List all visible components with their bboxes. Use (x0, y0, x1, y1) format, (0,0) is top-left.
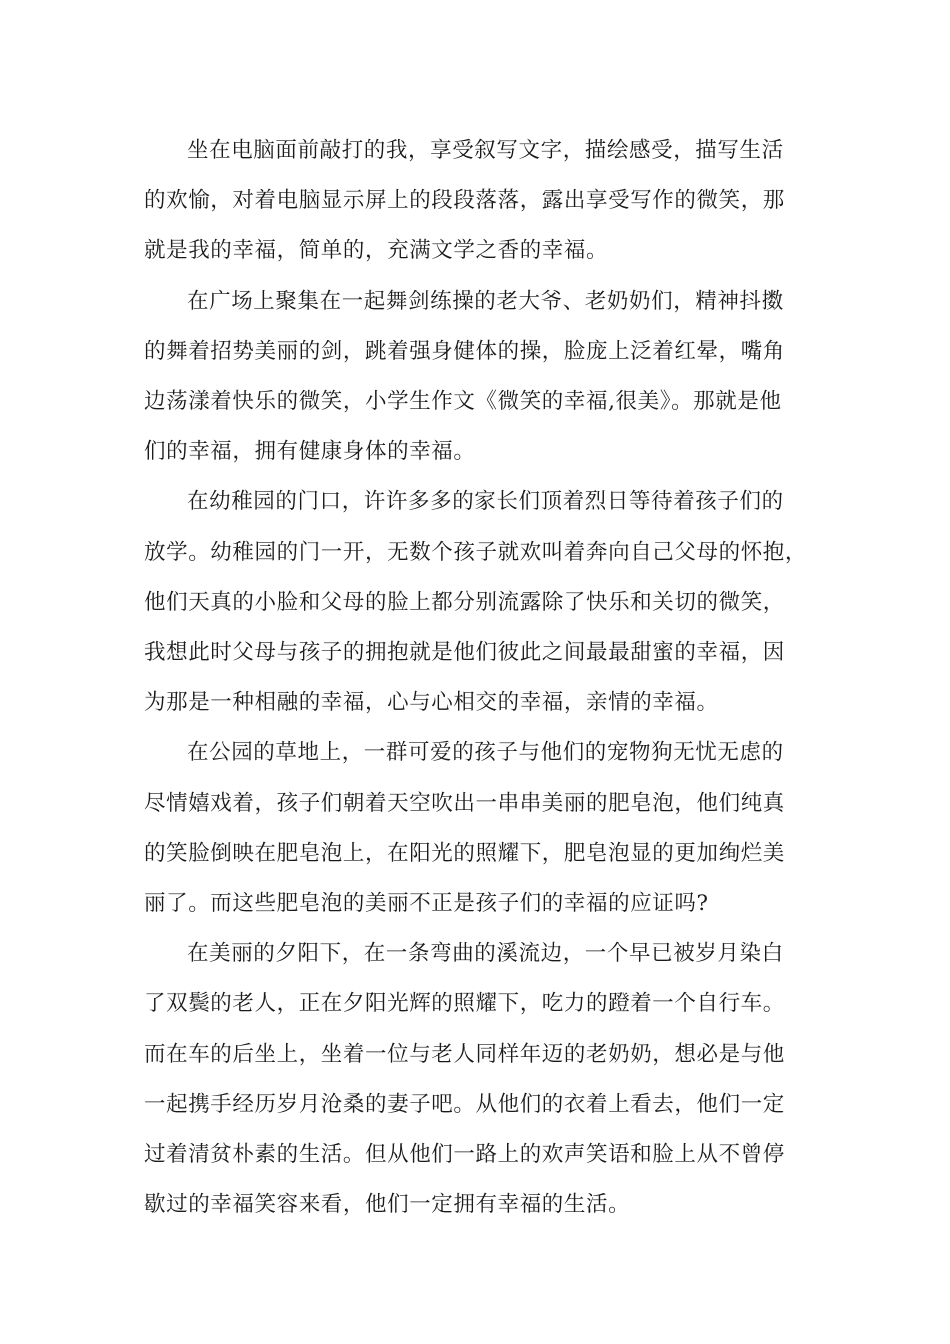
paragraph-4 (144, 728, 820, 929)
text-line: 而在车的后坐上，坐着一位与老人同样年迈的老奶奶，想必是与他 (144, 1041, 785, 1067)
text-line: 他们天真的小脸和父母的脸上都分别流露除了快乐和关切的微笑， (144, 589, 785, 615)
text-line: 坐在电脑面前敲打的我，享受叙写文字，描绘感受，描写生活 (187, 138, 784, 163)
text-line: 的舞着招势美丽的剑，跳着强身健体的操，脸庞上泛着红晕，嘴角 (144, 338, 785, 364)
text-line: 在广场上聚集在一起舞剑练操的老大爷、老奶奶们，精神抖擞 (187, 288, 784, 314)
document-body (144, 126, 820, 1230)
text-line: 一起携手经历岁月沧桑的妻子吧。从他们的衣着上看去，他们一定 (144, 1091, 785, 1117)
text-line: 在公园的草地上，一群可爱的孩子与他们的宠物狗无忧无虑的 (187, 740, 784, 766)
text-line: 放学。幼稚园的门一开，无数个孩子就欢叫着奔向自己父母的怀抱， (144, 539, 808, 565)
paragraph-5 (144, 929, 820, 1230)
text-line: 在美丽的夕阳下，在一条弯曲的溪流边，一个早已被岁月染白 (187, 941, 784, 967)
text-line: 我想此时父母与孩子的拥抱就是他们彼此之间最最甜蜜的幸福，因 (144, 640, 785, 666)
text-line: 在幼稚园的门口，许许多多的家长们顶着烈日等待着孩子们的 (187, 489, 784, 515)
text-line: 丽了。而这些肥皂泡的美丽不正是孩子们的幸福的应证吗? (144, 891, 709, 917)
text-line: 边荡漾着快乐的微笑，小学生作文《微笑的幸福,很美》。那就是他 (144, 389, 782, 415)
text-line: 尽情嬉戏着，孩子们朝着天空吹出一串串美丽的肥皂泡，他们纯真 (144, 790, 785, 816)
text-line: 歇过的幸福笑容来看，他们一定拥有幸福的生活。 (144, 1192, 631, 1218)
text-line: 的笑脸倒映在肥皂泡上，在阳光的照耀下，肥皂泡显的更加绚烂美 (144, 840, 785, 866)
text-line: 们的幸福，拥有健康身体的幸福。 (144, 439, 476, 465)
text-line: 了双鬓的老人，正在夕阳光辉的照耀下，吃力的蹬着一个自行车。 (144, 991, 785, 1017)
text-line: 就是我的幸福，简单的，充满文学之香的幸福。 (144, 238, 609, 264)
text-line: 为那是一种相融的幸福，心与心相交的幸福，亲情的幸福。 (144, 690, 719, 716)
paragraph-1 (144, 126, 820, 277)
text-line: 的欢愉，对着电脑显示屏上的段段落落，露出享受写作的微笑，那 (144, 188, 785, 214)
paragraph-2 (144, 277, 820, 478)
text-line: 过着清贫朴素的生活。但从他们一路上的欢声笑语和脸上从不曾停 (144, 1142, 785, 1168)
paragraph-3 (144, 477, 820, 728)
